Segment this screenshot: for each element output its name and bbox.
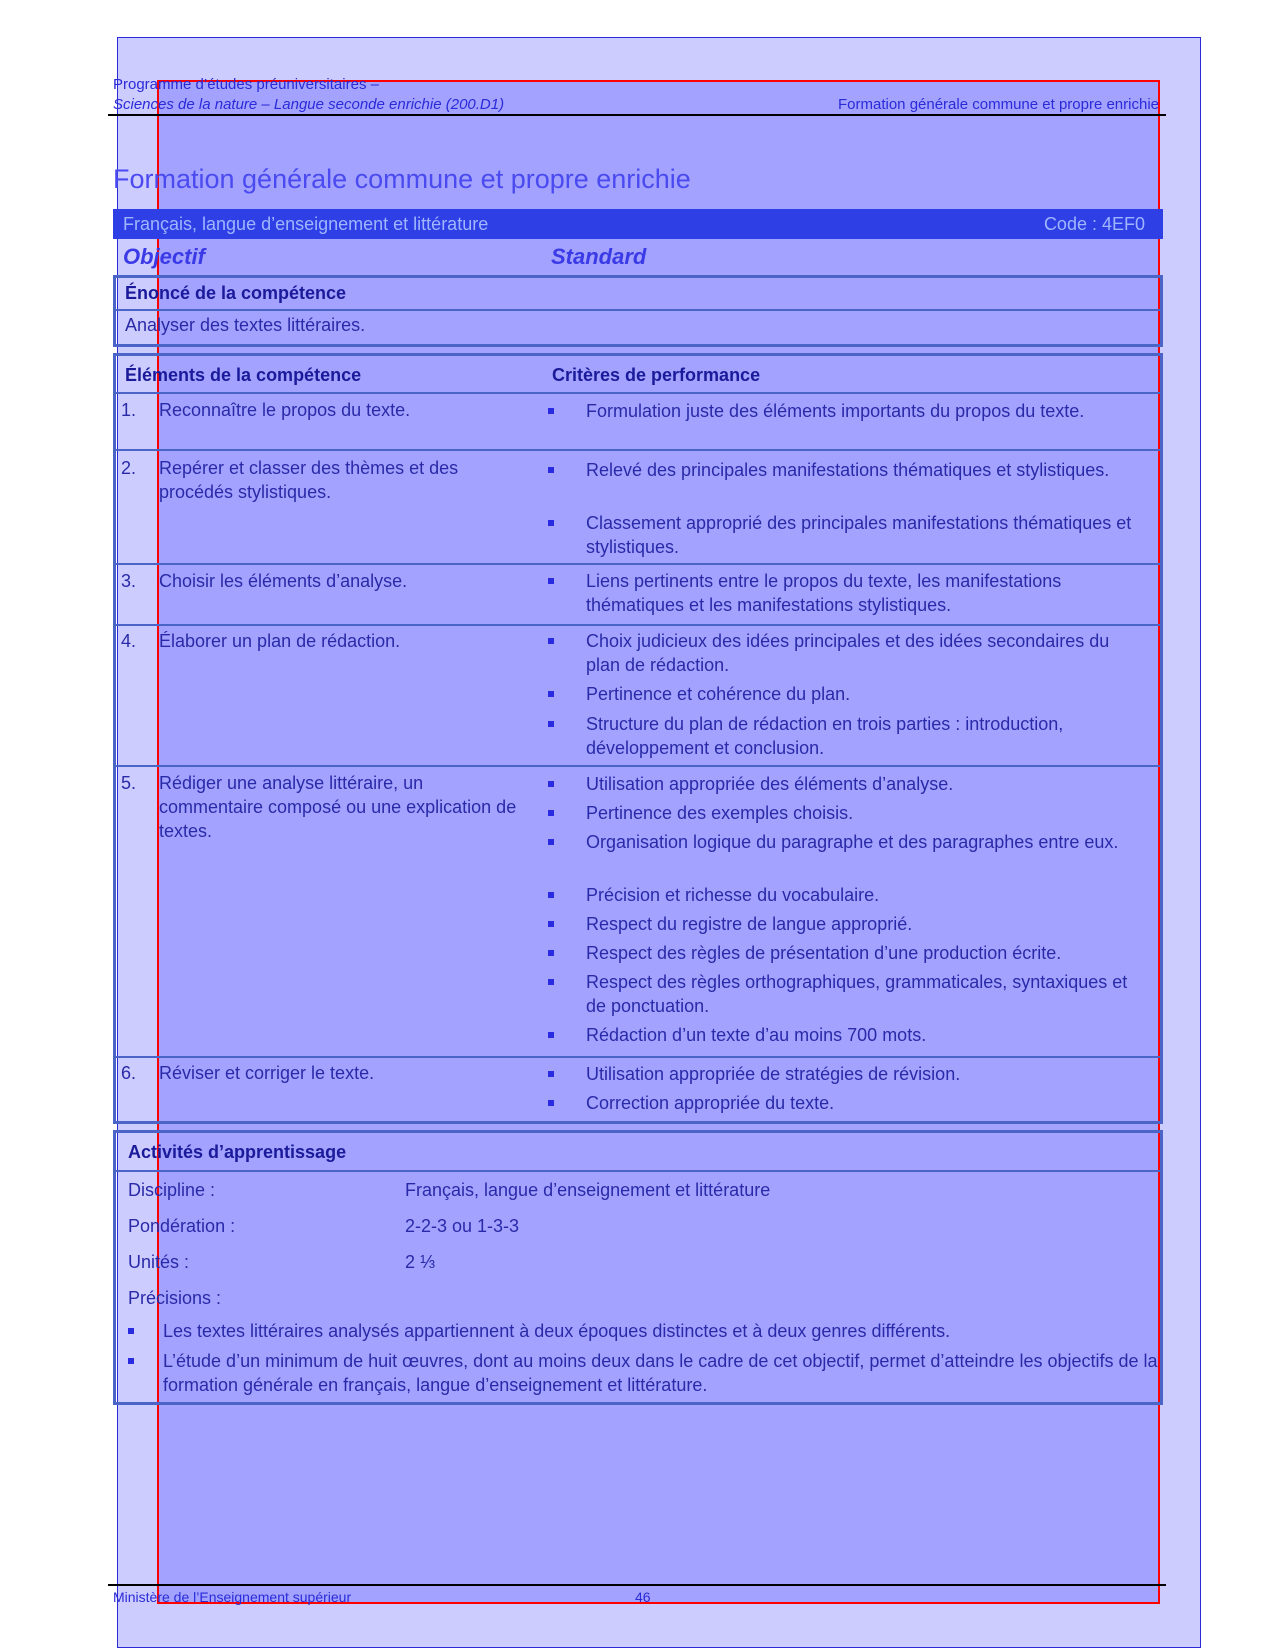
element-number: 4. <box>121 631 137 651</box>
bullet-icon <box>548 839 554 845</box>
criterion-text: Correction appropriée du texte. <box>586 1093 835 1113</box>
element-text: Élaborer un plan de rédaction. <box>159 631 401 651</box>
element-number: 3. <box>121 571 137 591</box>
precision-text: L’étude d’un minimum de huit œuvres, dont au moins deux dans le cadre de cet objectif, permet d’atteindre les objectifs de la formation générale en français, langue d’enseignement et littérature. <box>163 1351 1158 1395</box>
row-divider <box>116 624 1160 626</box>
header-program: Programme d’études préuniversitaires – <box>113 76 379 93</box>
elements-heading: Éléments de la compétence <box>125 365 362 385</box>
element-number: 6. <box>121 1063 137 1083</box>
criterion-text: Utilisation appropriée de stratégies de révision. <box>586 1064 961 1084</box>
ponderation-label: Pondération : <box>128 1216 236 1236</box>
bullet-icon <box>548 721 554 727</box>
bullet-icon <box>548 950 554 956</box>
footer-ministry: Ministère de l’Enseignement supérieur <box>113 1589 352 1605</box>
element-text: Reconnaître le propos du texte. <box>159 400 411 420</box>
element-text: Rédiger une analyse littéraire, un commentaire composé ou une explication de textes. <box>159 773 517 841</box>
header-rule <box>108 114 1166 116</box>
criterion-text: Choix judicieux des idées principales et des idées secondaires du plan de rédaction. <box>586 631 1110 675</box>
criterion-text: Pertinence des exemples choisis. <box>586 803 854 823</box>
bullet-icon <box>548 467 554 473</box>
course-band <box>113 209 1163 239</box>
criterion-text: Rédaction d’un texte d’au moins 700 mots. <box>586 1025 927 1045</box>
unites-label: Unités : <box>128 1252 190 1272</box>
element-text: Réviser et corriger le texte. <box>159 1063 375 1083</box>
criterion-text: Précision et richesse du vocabulaire. <box>586 885 880 905</box>
elements-box <box>113 353 1163 1124</box>
page-number: 46 <box>635 1589 651 1605</box>
element-text: Repérer et classer des thèmes et des procédés stylistiques. <box>159 458 459 502</box>
bullet-icon <box>548 1071 554 1077</box>
criterion-text: Classement approprié des principales manifestations thématiques et stylistiques. <box>586 513 1132 557</box>
element-number: 2. <box>121 458 137 478</box>
criterion-text: Structure du plan de rédaction en trois parties : introduction, développement et conclusion. <box>586 714 1064 758</box>
criterion-text: Respect du registre de langue approprié. <box>586 914 913 934</box>
enonce-text: Analyser des textes littéraires. <box>125 315 366 335</box>
bullet-icon <box>548 979 554 985</box>
header-section: Formation générale commune et propre enrichie <box>838 96 1159 113</box>
criterion-text: Pertinence et cohérence du plan. <box>586 684 851 704</box>
criterion-text: Formulation juste des éléments importants du propos du texte. <box>586 401 1085 421</box>
bullet-icon <box>548 810 554 816</box>
standard-label: Standard <box>551 244 647 269</box>
bullet-icon <box>548 638 554 644</box>
criterion-text: Utilisation appropriée des éléments d’analyse. <box>586 774 954 794</box>
element-text: Choisir les éléments d’analyse. <box>159 571 408 591</box>
bullet-icon <box>548 781 554 787</box>
objective-label: Objectif <box>123 244 205 269</box>
page-title: Formation générale commune et propre enrichie <box>113 164 691 194</box>
precisions-label: Précisions : <box>128 1288 222 1308</box>
row-divider <box>116 1056 1160 1058</box>
header-subprogram: Sciences de la nature – Langue seconde enrichie (200.D1) <box>113 96 505 113</box>
activities-heading: Activités d’apprentissage <box>128 1142 347 1162</box>
bullet-icon <box>548 1100 554 1106</box>
row-divider <box>116 449 1160 451</box>
unites-value: 2 ⅓ <box>405 1252 436 1272</box>
precision-text: Les textes littéraires analysés appartiennent à deux époques distinctes et à deux genres différents. <box>163 1321 951 1341</box>
bullet-icon <box>548 921 554 927</box>
element-number: 5. <box>121 773 137 793</box>
criterion-text: Relevé des principales manifestations thématiques et stylistiques. <box>586 460 1110 480</box>
discipline-label: Discipline : <box>128 1180 216 1200</box>
criterion-text: Liens pertinents entre le propos du texte, les manifestations thématiques et les manifestations stylistiques. <box>586 571 1062 615</box>
course-code: Code : 4EF0 <box>1043 213 1145 234</box>
discipline-value: Français, langue d’enseignement et littérature <box>405 1180 771 1200</box>
criteria-heading: Critères de performance <box>552 365 761 385</box>
bullet-icon <box>548 691 554 697</box>
enonce-box <box>113 275 1163 347</box>
bullet-icon <box>128 1328 134 1334</box>
activities-box <box>113 1130 1163 1405</box>
bullet-icon <box>548 1032 554 1038</box>
row-divider <box>116 765 1160 767</box>
criterion-text: Respect des règles de présentation d’une production écrite. <box>586 943 1062 963</box>
elements-divider <box>116 392 1160 394</box>
enonce-heading: Énoncé de la compétence <box>125 283 347 303</box>
criterion-text: Respect des règles orthographiques, grammaticales, syntaxiques et de ponctuation. <box>586 972 1128 1016</box>
course-name: Français, langue d’enseignement et littérature <box>123 213 489 234</box>
bullet-icon <box>548 892 554 898</box>
bullet-icon <box>548 578 554 584</box>
element-number: 1. <box>121 400 137 420</box>
bullet-icon <box>548 520 554 526</box>
enonce-divider <box>116 309 1160 311</box>
footer-rule <box>108 1584 1166 1586</box>
criterion-text: Organisation logique du paragraphe et des paragraphes entre eux. <box>586 832 1119 852</box>
bullet-icon <box>548 408 554 414</box>
ponderation-value: 2-2-3 ou 1-3-3 <box>405 1216 520 1236</box>
row-divider <box>116 563 1160 565</box>
activities-divider <box>116 1170 1160 1172</box>
bullet-icon <box>128 1358 134 1364</box>
